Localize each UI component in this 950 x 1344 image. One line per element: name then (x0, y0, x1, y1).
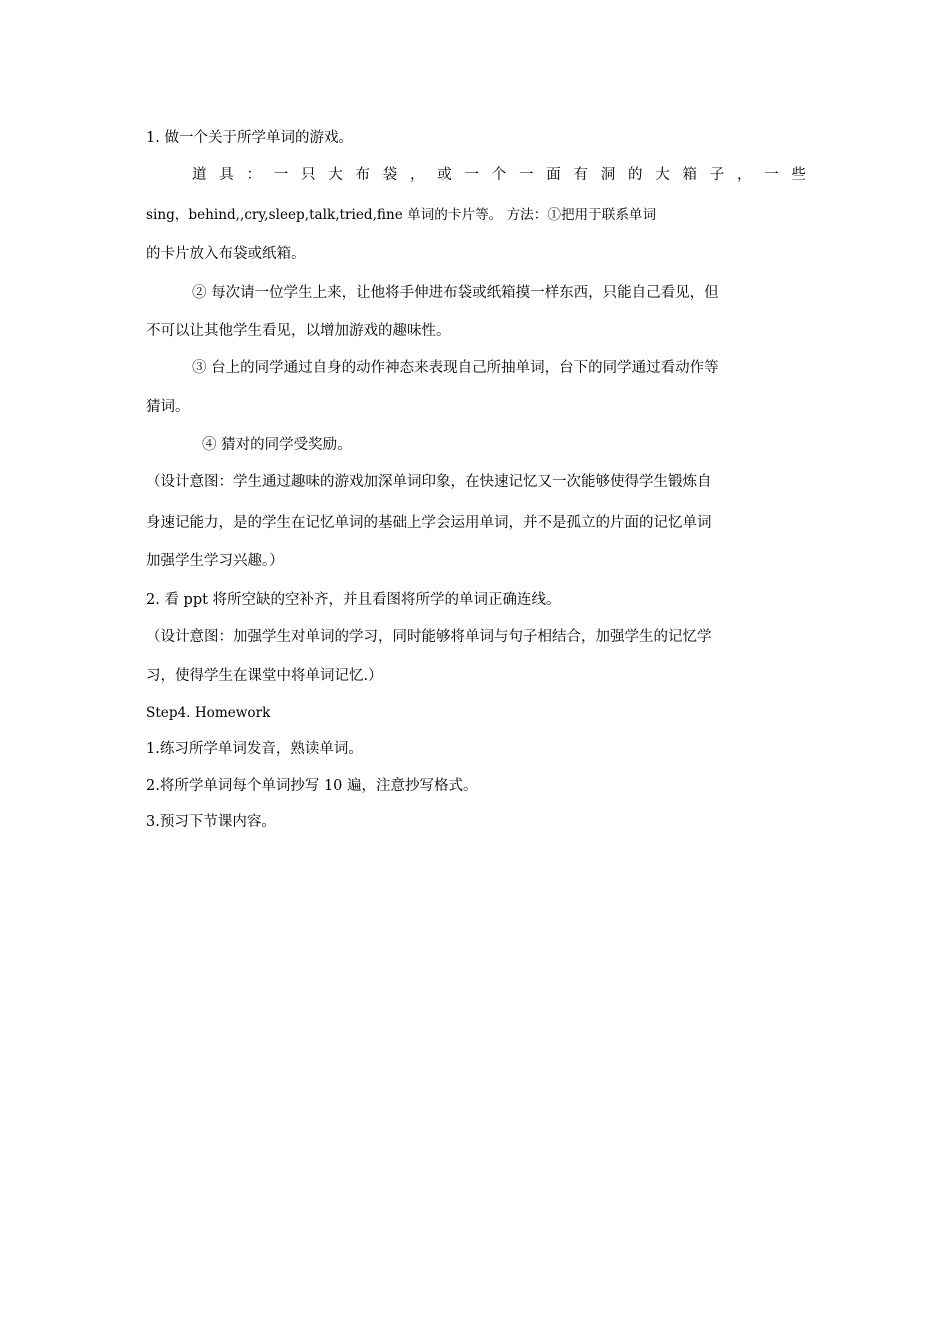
props-char: 子 (709, 167, 725, 183)
props-char: 的 (628, 167, 643, 183)
props-char: 面 (546, 167, 561, 183)
props-char: ， (737, 167, 752, 183)
item2-line: 2. 看 ppt 将所空缺的空补齐，并且看图将所学的单词正确连线。 (146, 592, 561, 608)
props-char: 道 (192, 167, 207, 183)
step3-line-1: ③ 台上的同学通过自身的动作神态来表现自己所抽单词，台下的同学通过看动作等 (192, 360, 719, 376)
props-char: 洞 (600, 167, 616, 183)
props-line-1 (192, 165, 806, 185)
step2-line-1: ② 每次请一位学生上来，让他将手伸进布袋或纸箱摸一样东西，只能自己看见，但 (192, 285, 719, 301)
props-char: 大 (655, 167, 670, 183)
props-line-2: sing，behind,,cry,sleep,talk,tried,fine 单词的卡片等。 方法：①把用于联系单词 (146, 207, 657, 223)
props-char: 或 (437, 167, 452, 183)
props-char: 些 (791, 167, 806, 183)
homework-heading: Step4. Homework (146, 705, 271, 721)
homework-item: 3.预习下节课内容。 (146, 814, 276, 830)
props-char: 大 (328, 167, 343, 183)
props-char: 个 (491, 167, 507, 183)
props-char: ： (246, 167, 261, 183)
design-intent-1-line-3: 加强学生学习兴趣。） (146, 553, 284, 569)
homework-item: 1.练习所学单词发音，熟读单词。 (146, 741, 363, 757)
props-char: 有 (573, 167, 588, 183)
props-char: 一 (519, 167, 534, 183)
props-char: 具 (219, 167, 234, 183)
props-line-3: 的卡片放入布袋或纸箱。 (146, 246, 306, 262)
design-intent-1-line-2: 身速记能力，是的学生在记忆单词的基础上学会运用单词，并不是孤立的片面的记忆单词 (146, 515, 712, 531)
props-char: 布 (355, 167, 370, 183)
step2-line-2: 不可以让其他学生看见，以增加游戏的趣味性。 (146, 323, 451, 339)
props-char: 一 (764, 167, 779, 183)
step4-line: ④ 猜对的同学受奖励。 (202, 437, 352, 453)
props-char: 一 (464, 167, 479, 183)
design-intent-2-line-1: （设计意图：加强学生对单词的学习，同时能够将单词与句子相结合，加强学生的记忆学 (146, 629, 712, 645)
props-char: ， (410, 167, 425, 183)
design-intent-1-line-1: （设计意图：学生通过趣味的游戏加深单词印象，在快速记忆又一次能够使得学生锻炼自 (146, 474, 712, 490)
design-intent-2-line-2: 习，使得学生在课堂中将单词记忆.） (146, 668, 383, 684)
step3-line-2: 猜词。 (146, 399, 190, 415)
props-char: 只 (301, 167, 316, 183)
props-char: 一 (273, 167, 289, 183)
item1-heading: 1. 做一个关于所学单词的游戏。 (146, 130, 353, 146)
props-char: 袋 (382, 167, 398, 183)
props-char: 箱 (682, 167, 697, 183)
homework-item: 2.将所学单词每个单词抄写 10 遍，注意抄写格式。 (146, 778, 478, 794)
